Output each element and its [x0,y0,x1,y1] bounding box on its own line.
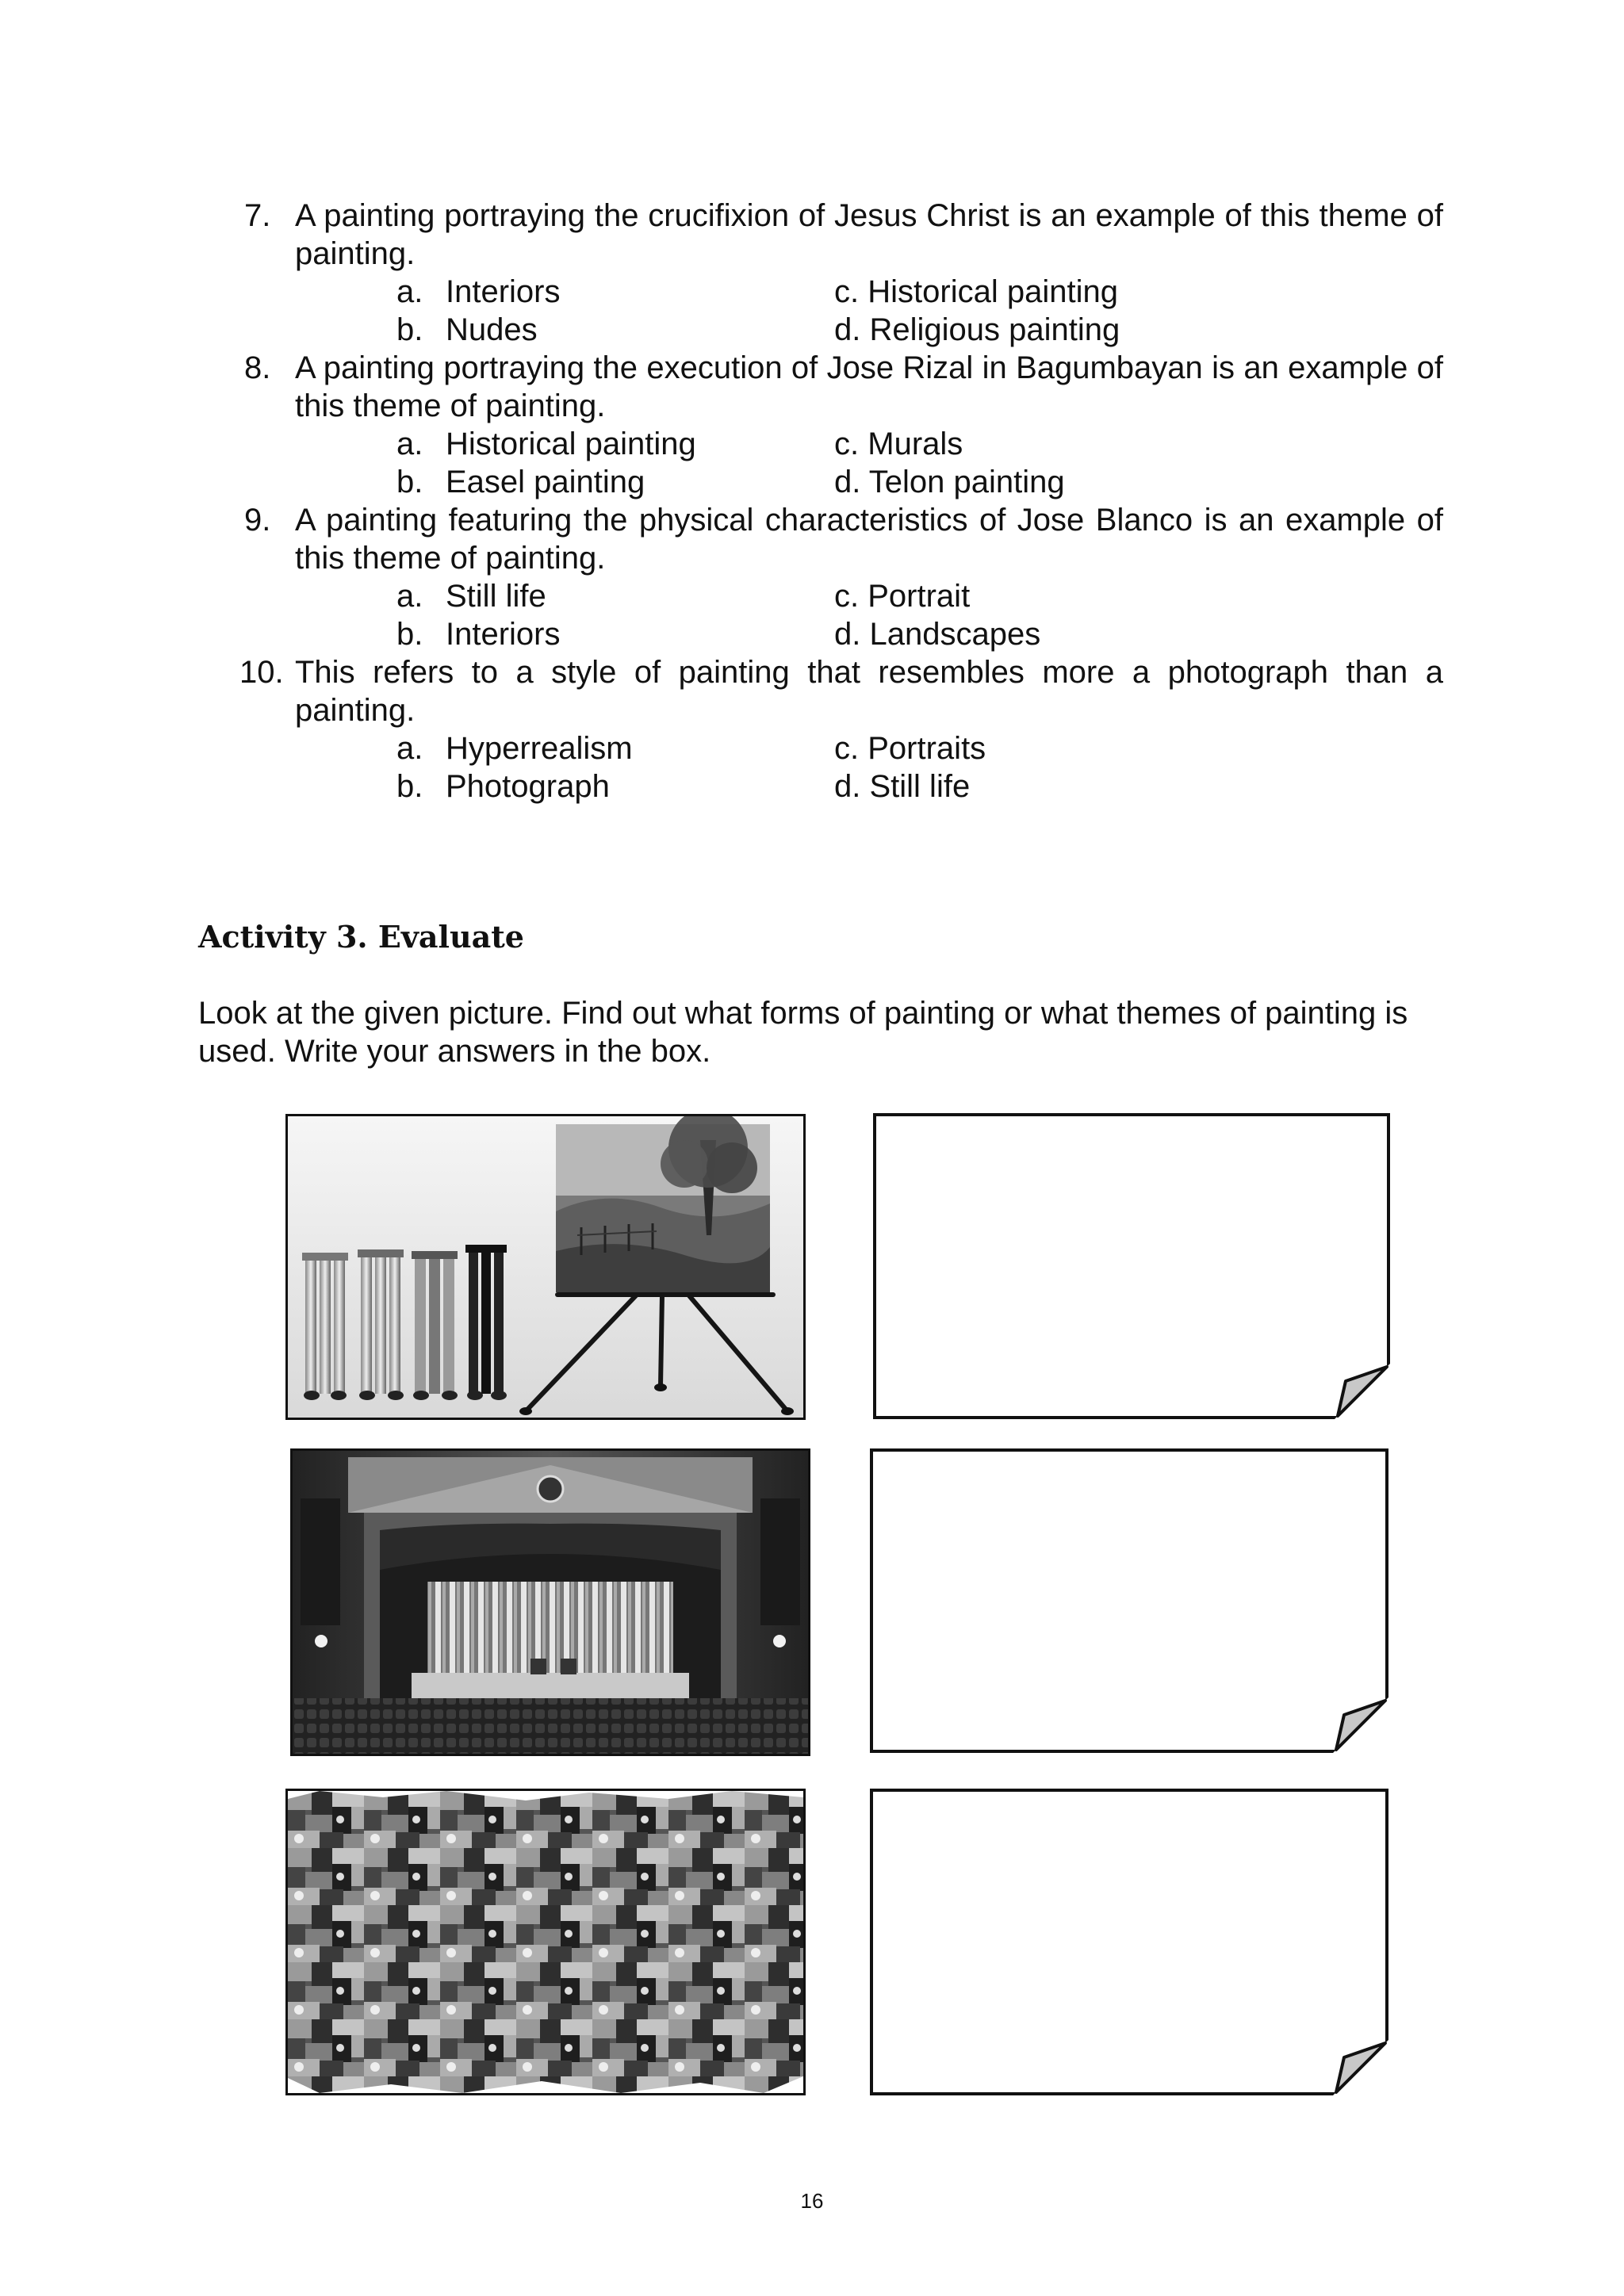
easel-illustration [288,1116,803,1418]
option-a: a. Hyperrealism [396,731,633,766]
option-b: b. Interiors [396,617,561,652]
question-text: A painting portraying the execution of Jose Rizal in Bagumbayan is an example of this theme of painting. [295,350,1443,423]
question-number: 8. [244,350,271,385]
question-text: A painting featuring the physical characteristics of Jose Blanco is an example of this theme of painting. [295,503,1443,576]
page-curl-icon [1333,1697,1388,1753]
stage-illustration [293,1451,808,1754]
option-d: d. Still life [834,769,971,804]
page-curl-icon [1333,2040,1388,2095]
option-c: c. Murals [834,427,963,461]
question-number: 10. [239,655,284,690]
question-text: This refers to a style of painting that resembles more a photograph than a painting. [295,655,1443,728]
option-a: a. Interiors [396,274,561,309]
answer-box-1[interactable] [873,1113,1390,1419]
question-text: A painting portraying the crucifixion of Jesus Christ is an example of this theme of painting. [295,198,1443,271]
answer-box-2[interactable] [870,1448,1388,1753]
activity-instructions: Look at the given picture. Find out what forms of painting or what themes of painting is used. Write your answers in the box. [198,996,1408,1069]
theater-stage-photo [290,1448,810,1756]
option-a: a. Still life [396,579,546,614]
easel-landscape-photo [285,1114,806,1420]
page-number: 16 [800,2189,824,2213]
option-d: d. Religious painting [834,312,1120,347]
option-a: a. Historical painting [396,427,696,461]
option-d: d. Landscapes [834,617,1041,652]
photo-collage [285,1789,806,2095]
page-curl-icon [1335,1364,1390,1419]
collage-illustration [288,1791,803,2093]
option-c: c. Portraits [834,731,986,766]
option-b: b. Nudes [396,312,538,347]
activity-heading: Activity 3. Evaluate [198,919,524,955]
question-number: 7. [244,198,271,233]
option-c: c. Portrait [834,579,971,614]
option-b: b. Photograph [396,769,610,804]
option-b: b. Easel painting [396,465,645,499]
question-number: 9. [244,503,271,538]
option-d: d. Telon painting [834,465,1065,499]
option-c: c. Historical painting [834,274,1118,309]
answer-box-3[interactable] [870,1789,1388,2095]
